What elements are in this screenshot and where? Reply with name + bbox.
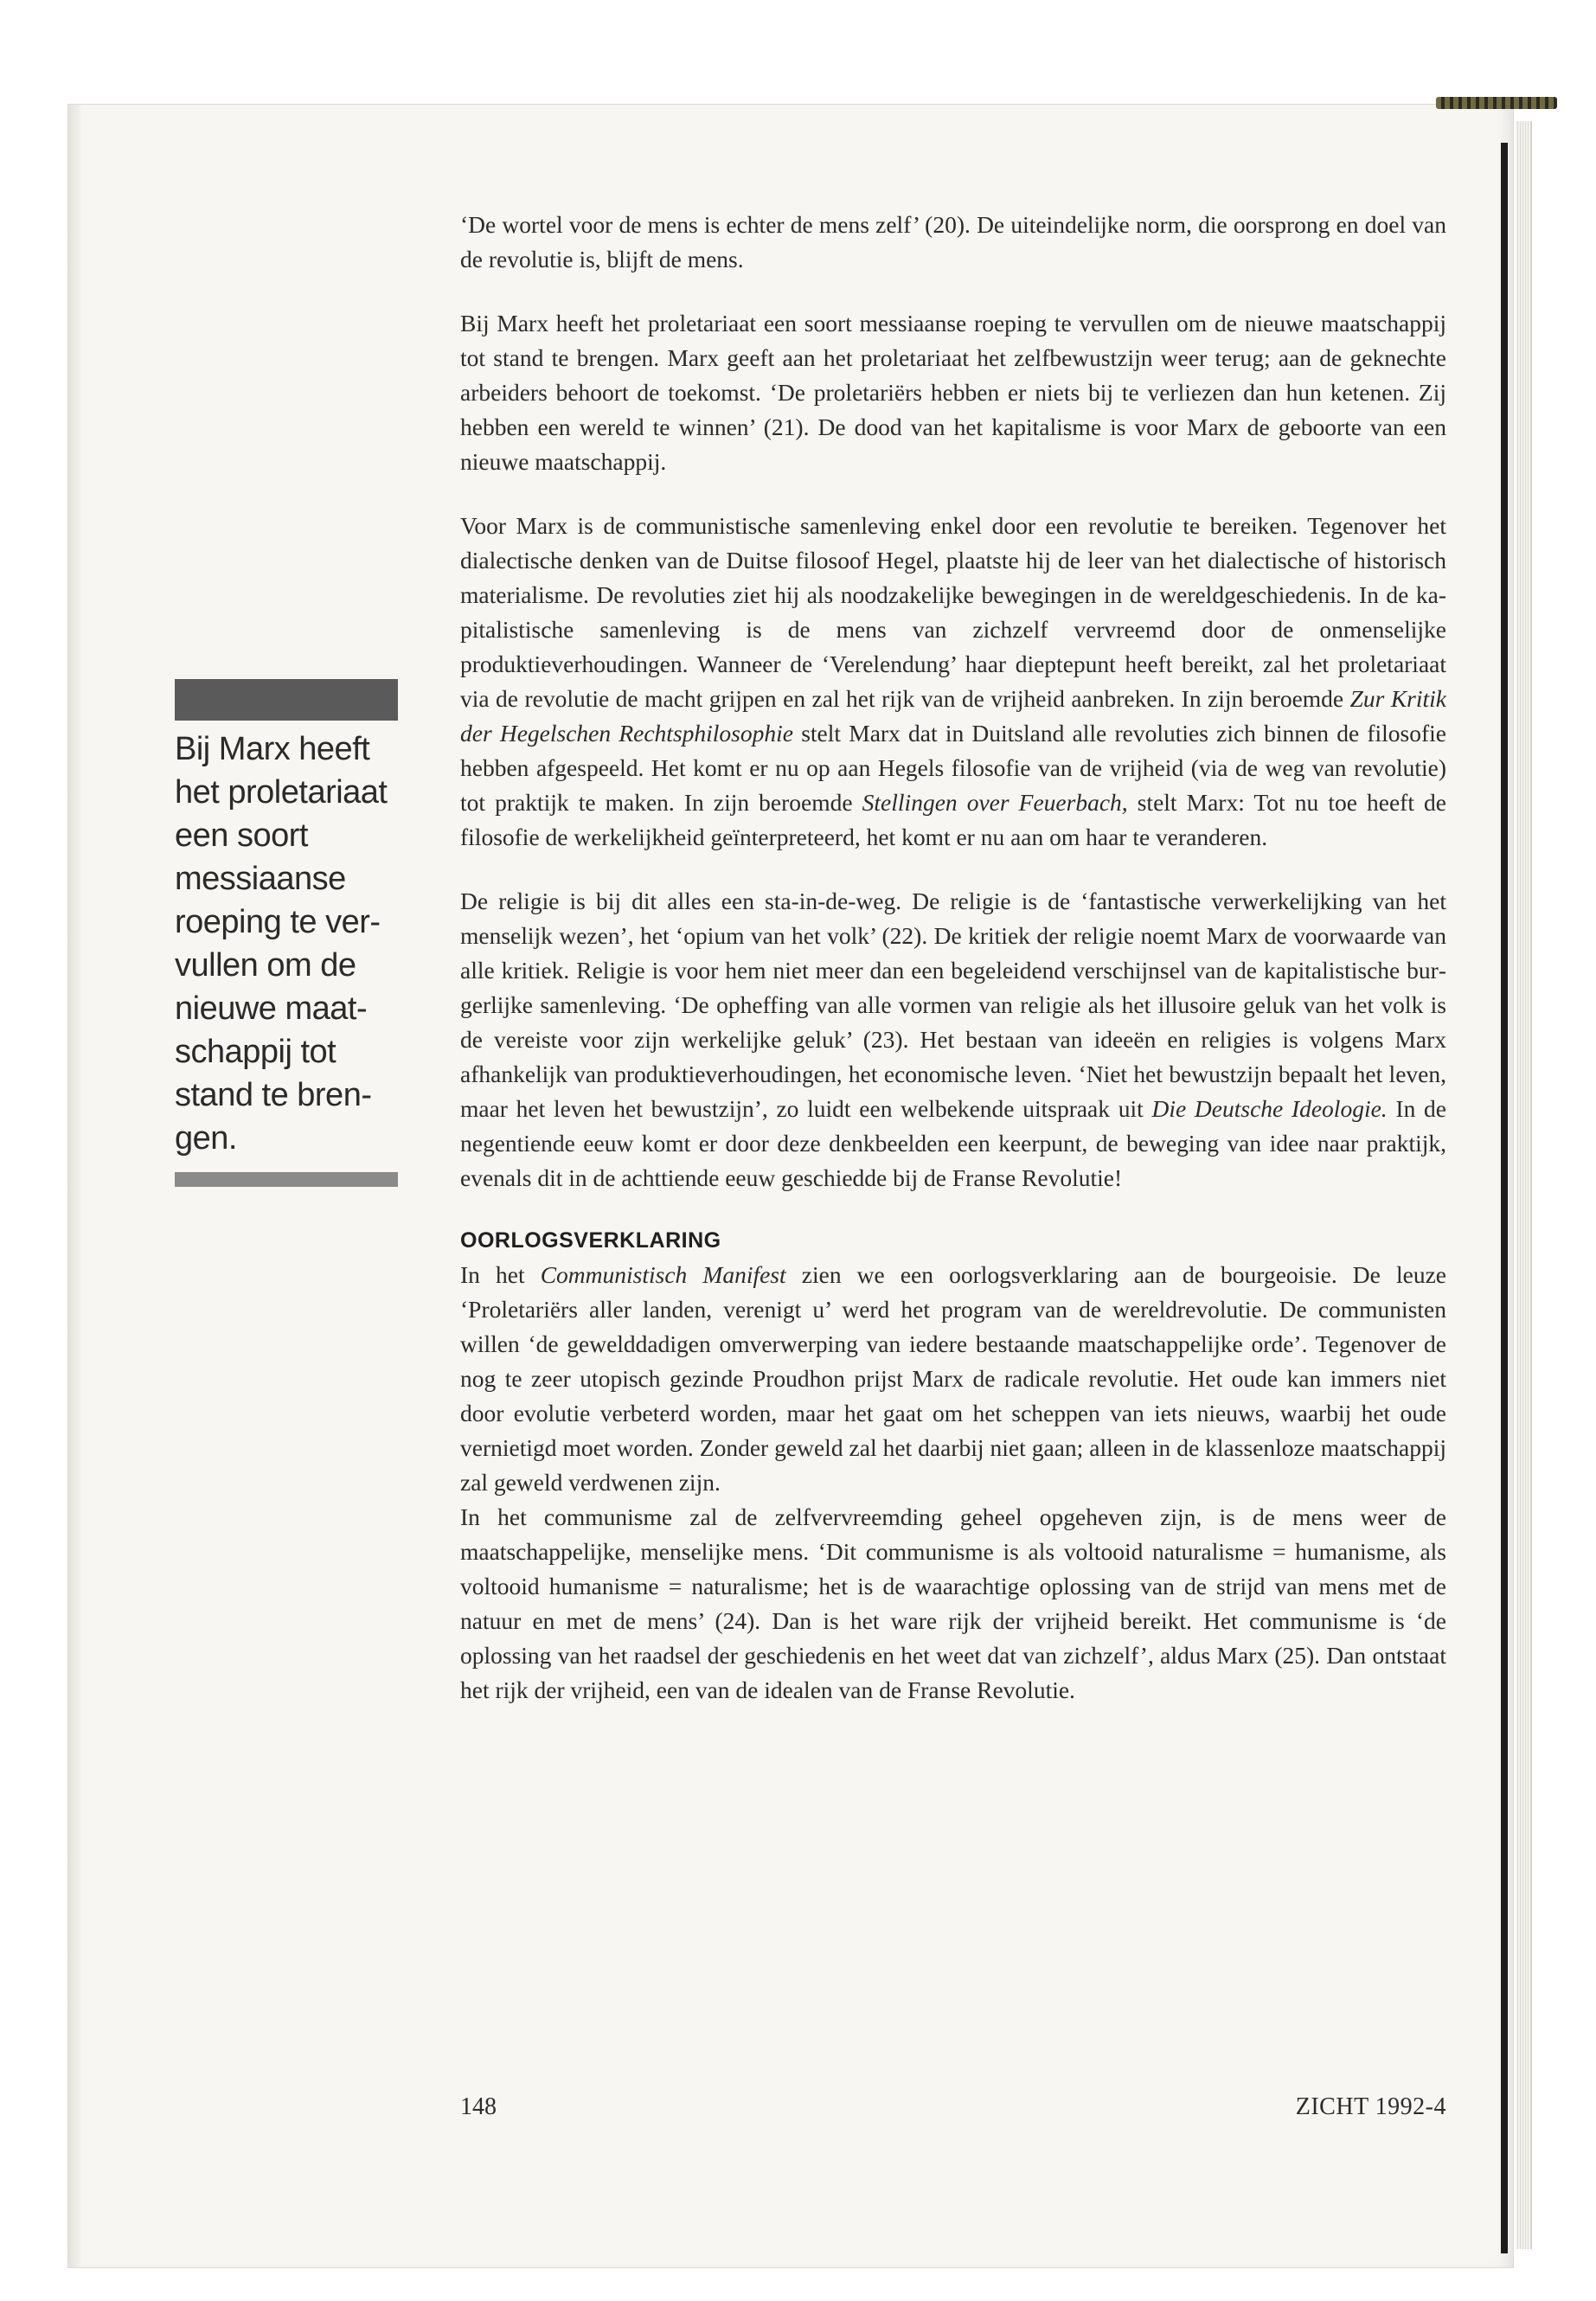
paragraph-5-part-a: In het [460,1261,525,1288]
article-body [460,208,1446,1708]
page-gutter-shadow [68,105,80,2267]
book-spine [1501,143,1508,2253]
book-title-ideologie: Die Deutsche Ideologie. [1151,1095,1388,1122]
paragraph-3-part-b: stelt Marx dat in Duitsland alle revoluties zich binnen de filosofie hebben afgespeeld. Het komt er nu op aan Hegels filosofie van de vrijheid (via de weg van revolutie) tot praktijk te maken. In zijn beroemde [460,720,1446,816]
paragraph-2: Bij Marx heeft het proletariaat een soort messiaanse roeping te vervullen om de nieuwe maatschappij tot stand te brengen. Marx geeft aan het proletariaat het zelfbewustzijn weer terug; aan de geknechte arbeiders behoort de toekomst. ‘De proletariërs hebben er niets bij te verliezen dan hun ketenen. Zij hebben een wereld te winnen’ (21). De dood van het kapitalisme is voor Marx de geboorte van een nieuwe maatschappij. [460,310,1446,475]
pull-quote-top-bar [175,679,398,721]
paragraph-4-part-a: De religie is bij dit alles een sta-in-de-weg. De religie is de ‘fantastische verwerkelijking van het menselijk wezen’, het ‘opium van het volk’ (22). De kritiek der religie noemt Marx de voorwaarde van alle kritiek. Religie is voor hem niet meer dan een begeleidend verschijnsel van de kapitalistische burgerlijke samenleving. ‘De opheffing van alle vormen van religie als het illusoire geluk van het volk is de vereiste voor zijn werkelijke geluk’ (23). Het bestaan van ideeën en religies is volgens Marx afhankelijk van produktieverhoudingen, het economische leven. ‘Niet het bewustzijn bepaalt het leven, maar het leven het bewustzijn’, zo luidt een welbekende uitspraak uit [460,888,1446,1122]
paragraph-6: In het communisme zal de zelfvervreemding geheel opgeheven zijn, is de mens weer de maatschappelijke, menselijke mens. ‘Dit communisme is als voltooid naturalisme = humanisme, als voltooid humanisme = naturalisme; het is de waarachtige oplossing van de strijd van mens met de natuur en met de mens’ (24). Dan is het ware rijk der vrijheid bereikt. Het communisme is ‘de oplossing van het raadsel der geschiedenis en het weet dat van zichzelf’, aldus Marx (25). Dan ontstaat het rijk der vrijheid, een van de idealen van de Franse Revolutie. [460,1503,1446,1703]
pull-quote-text: Bij Marx heeft het proletariaat een soort messiaanse roeping te vervullen om de nieuwe maatschappij tot stand te brengen. [175,731,388,1157]
paragraph-4 [460,884,1446,1195]
page-stack-edge [1516,121,1532,2249]
book-title-feuerbach: Stellingen over Feuerbach, [862,789,1128,816]
paragraph-4-part-b: In de negentiende eeuw komt er door deze denkbeelden een keerpunt, de beweging van idee naar praktijk, evenals dit in de achttiende eeuw geschiedde bij de Franse Revolutie! [460,1095,1446,1191]
paragraph-3-part-a: Voor Marx is de communistische samenleving enkel door een revolutie te bereiken. Tegenover het dialectische denken van de Duitse filosoof Hegel, plaatste hij de leer van het dialectische of historisch materialisme. De revoluties ziet hij als noodzakelijke bewegingen in de wereldgeschiedenis. In de kapitalistische samenleving is de mens van zichzelf vervreemd door de onmenselijke produktieverhoudingen. Wanneer de ‘Verelendung’ haar dieptepunt heeft bereikt, zal het proletariaat via de revolutie de macht grijpen en zal het rijk van de vrijheid aanbreken. In zijn beroemde [460,512,1446,712]
paragraph-5-part-b: zien we een oorlogsverklaring aan de bourgeoisie. De leuze ‘Proletariërs aller landen, verenigt u’ werd het program van de wereldrevolutie. De communisten willen ‘de gewelddadigen omverwerping van iedere bestaande maatschappelijke orde’. Tegenover de nog te zeer utopisch gezinde Proudhon prijst Marx de radicale revolutie. Het oude kan immers niet door evolutie verbeterd worden, maar het gaat om het scheppen van iets nieuws, waarbij het oude vernietigd moet worden. Zonder geweld zal het daarbij niet gaan; alleen in de klassenloze maatschappij zal geweld verdwenen zijn. [460,1261,1446,1496]
pull-quote [175,679,398,1187]
paragraph-3-part-c: stelt Marx: Tot nu toe heeft de filosofie de werkelijkheid geïnterpreteerd, het komt er nu aan om haar te veranderen. [460,789,1446,850]
paragraph-1: ‘De wortel voor de mens is echter de mens zelf’ (20). De uiteindelijke norm, die oorsprong en doel van de revolutie is, blijft de mens. [460,211,1446,272]
book-headband [1436,97,1557,109]
pull-quote-bottom-bar [175,1172,398,1187]
issue-label: ZICHT 1992-4 [1295,2093,1446,2120]
section-heading: OORLOGSVERKLARING [460,1228,721,1253]
paragraph-3 [460,509,1446,855]
paragraph-5 [460,1258,1446,1500]
page-number: 148 [460,2093,497,2120]
book-title-manifest: Communistisch Manifest [540,1261,786,1288]
book-title-rechtsphilosophie: Zur Kritik der Hegelschen Rechtsphilosophie [460,685,1447,747]
